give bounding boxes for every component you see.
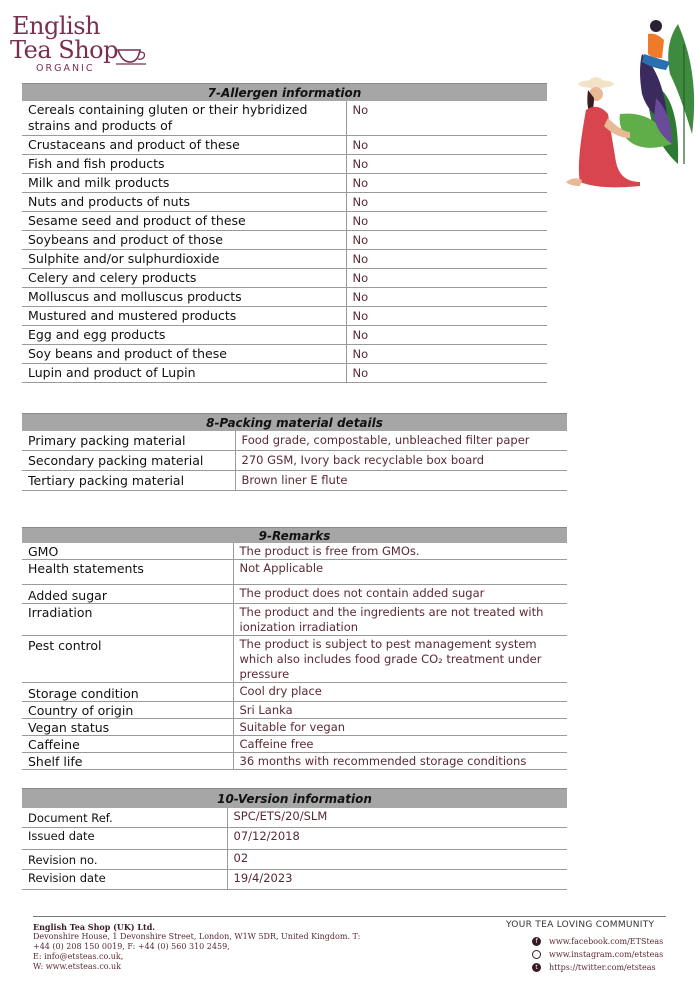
table-row: [22, 543, 567, 560]
packing-table: [22, 431, 567, 491]
row-value: No: [346, 345, 547, 364]
version-table: [22, 808, 567, 890]
brand-line-1: English: [12, 12, 100, 40]
instagram-icon: [532, 950, 541, 959]
packing-section: [22, 413, 567, 491]
company-website[interactable]: W: www.etsteas.co.uk: [33, 962, 122, 971]
row-label: Cereals containing gluten or their hybridized strains and products of: [22, 101, 346, 136]
remarks-table: [22, 543, 567, 770]
row-label: Pest control: [22, 636, 233, 683]
row-label: Revision no.: [22, 850, 227, 870]
row-value: The product does not contain added sugar: [233, 585, 567, 604]
table-row: [22, 193, 547, 212]
row-value: No: [346, 250, 547, 269]
table-row: [22, 471, 567, 491]
row-value: No: [346, 269, 547, 288]
row-label: Caffeine: [22, 736, 233, 753]
row-value: No: [346, 101, 547, 136]
row-label: Soybeans and product of those: [22, 231, 346, 250]
row-label: Secondary packing material: [22, 451, 235, 471]
twitter-icon: t: [532, 963, 541, 972]
company-email[interactable]: E: info@etsteas.co.uk,: [33, 952, 124, 961]
table-row: [22, 451, 567, 471]
table-row: [22, 808, 567, 828]
row-value: 270 GSM, Ivory back recyclable box board: [235, 451, 567, 471]
row-value: No: [346, 174, 547, 193]
remarks-section: [22, 527, 567, 770]
row-value: The product is free from GMOs.: [233, 543, 567, 560]
footer-social: [506, 920, 676, 974]
row-value: Food grade, compostable, unbleached filter paper: [235, 431, 567, 451]
row-value: Sri Lanka: [233, 702, 567, 719]
company-address: Devonshire House, 1 Devonshire Street, London, W1W 5DR, United Kingdom. T: +44 (0) 208 150 0019, F: +44 (0) 560 310 2459,: [33, 932, 361, 951]
table-row: [22, 101, 547, 136]
row-label: Nuts and products of nuts: [22, 193, 346, 212]
teacup-icon: [116, 44, 150, 66]
row-value: No: [346, 326, 547, 345]
table-row: [22, 828, 567, 850]
footer-divider: [33, 916, 666, 917]
row-value: The product is subject to pest management system which also includes food grade CO₂ treatment under pressure: [233, 636, 567, 683]
row-label: Molluscus and molluscus products: [22, 288, 346, 307]
table-row: [22, 560, 567, 585]
table-row: [22, 683, 567, 702]
table-row: [22, 636, 567, 683]
allergen-title: 7-Allergen information: [22, 83, 547, 101]
row-value: Cool dry place: [233, 683, 567, 702]
row-value: Brown liner E flute: [235, 471, 567, 491]
row-label: Shelf life: [22, 753, 233, 770]
table-row: [22, 212, 547, 231]
table-row: [22, 174, 547, 193]
row-label: Primary packing material: [22, 431, 235, 451]
row-label: Celery and celery products: [22, 269, 346, 288]
row-label: Revision date: [22, 870, 227, 890]
allergen-section: [22, 83, 547, 383]
row-label: Sesame seed and product of these: [22, 212, 346, 231]
row-label: Country of origin: [22, 702, 233, 719]
row-label: Storage condition: [22, 683, 233, 702]
row-value: No: [346, 307, 547, 326]
row-value: 36 months with recommended storage conditions: [233, 753, 567, 770]
table-row: [22, 307, 547, 326]
packing-title: 8-Packing material details: [22, 413, 567, 431]
row-label: Soy beans and product of these: [22, 345, 346, 364]
table-row: [22, 326, 547, 345]
row-label: Document Ref.: [22, 808, 227, 828]
instagram-link[interactable]: [532, 948, 676, 961]
row-label: Egg and egg products: [22, 326, 346, 345]
row-value: No: [346, 288, 547, 307]
row-label: Crustaceans and product of these: [22, 136, 346, 155]
row-value: No: [346, 231, 547, 250]
row-label: Vegan status: [22, 719, 233, 736]
row-value: 02: [227, 850, 567, 870]
row-value: Not Applicable: [233, 560, 567, 585]
row-value: 07/12/2018: [227, 828, 567, 850]
remarks-title: 9-Remarks: [22, 527, 567, 543]
table-row: [22, 288, 547, 307]
row-label: Irradiation: [22, 604, 233, 636]
row-value: The product and the ingredients are not treated with ionization irradiation: [233, 604, 567, 636]
facebook-icon: f: [532, 937, 541, 946]
table-row: [22, 250, 547, 269]
footer-tagline: YOUR TEA LOVING COMMUNITY: [506, 920, 655, 930]
tea-illustration-icon: [560, 14, 700, 190]
table-row: [22, 719, 567, 736]
row-label: Health statements: [22, 560, 233, 585]
row-label: Tertiary packing material: [22, 471, 235, 491]
brand-logo: [8, 14, 148, 72]
version-section: [22, 788, 567, 890]
row-value: No: [346, 193, 547, 212]
table-row: [22, 604, 567, 636]
footer-contact: [33, 922, 363, 972]
row-label: Mustured and mustered products: [22, 307, 346, 326]
row-value: Caffeine free: [233, 736, 567, 753]
table-row: [22, 736, 567, 753]
table-row: [22, 269, 547, 288]
row-value: No: [346, 212, 547, 231]
table-row: [22, 702, 567, 719]
allergen-table: [22, 101, 547, 383]
instagram-url[interactable]: www.instagram.com/etsteas: [549, 950, 664, 959]
company-name: English Tea Shop (UK) Ltd.: [33, 922, 156, 932]
table-row: [22, 850, 567, 870]
row-value: No: [346, 155, 547, 174]
table-row: [22, 136, 547, 155]
table-row: [22, 155, 547, 174]
row-value: No: [346, 364, 547, 383]
row-label: Fish and fish products: [22, 155, 346, 174]
row-label: Lupin and product of Lupin: [22, 364, 346, 383]
row-label: Sulphite and/or sulphurdioxide: [22, 250, 346, 269]
brand-line-3: ORGANIC: [36, 63, 95, 74]
brand-line-2: Tea Shop: [10, 36, 118, 64]
table-row: [22, 585, 567, 604]
row-label: Milk and milk products: [22, 174, 346, 193]
row-label: Added sugar: [22, 585, 233, 604]
table-row: [22, 431, 567, 451]
version-title: 10-Version information: [22, 788, 567, 808]
row-value: SPC/ETS/20/SLM: [227, 808, 567, 828]
table-row: [22, 345, 547, 364]
row-value: No: [346, 136, 547, 155]
row-value: 19/4/2023: [227, 870, 567, 890]
row-label: Issued date: [22, 828, 227, 850]
row-value: Suitable for vegan: [233, 719, 567, 736]
facebook-url[interactable]: www.facebook.com/ETSteas: [549, 937, 664, 946]
table-row: [22, 364, 547, 383]
twitter-url[interactable]: https://twitter.com/etsteas: [549, 963, 656, 972]
table-row: [22, 231, 547, 250]
twitter-link[interactable]: [532, 961, 676, 974]
table-row: [22, 753, 567, 770]
row-label: GMO: [22, 543, 233, 560]
facebook-link[interactable]: [532, 935, 676, 948]
table-row: [22, 870, 567, 890]
